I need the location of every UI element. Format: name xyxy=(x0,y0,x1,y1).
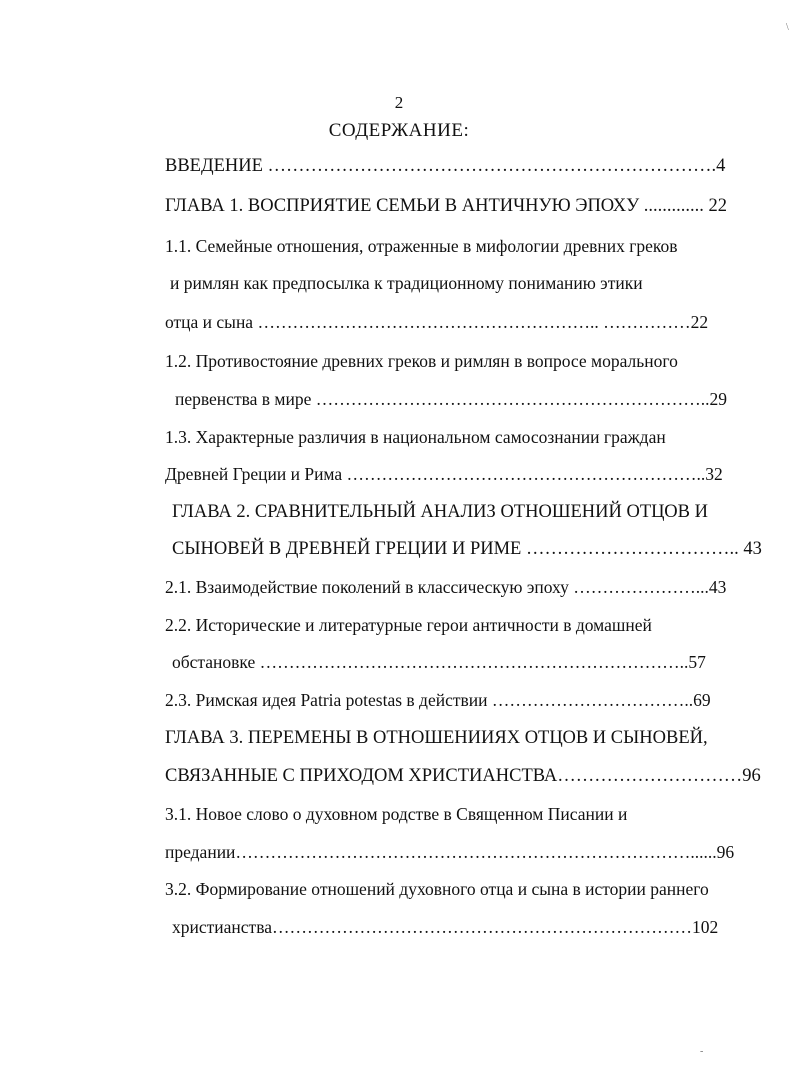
toc-entry-3-1-line-2: предании……………………………………………………………………......96 xyxy=(165,842,735,862)
toc-entry-3-1-line-1: 3.1. Новое слово о духовном родстве в Священном Писании и xyxy=(165,804,628,824)
toc-entry-1-3-line-1: 1.3. Характерные различия в национальном самосознании граждан xyxy=(165,427,666,447)
toc-entry-1-1-line-1: 1.1. Семейные отношения, отраженные в мифологии древних греков xyxy=(165,236,678,256)
page-number: 2 xyxy=(394,93,404,112)
toc-entry-3-2-line-1: 3.2. Формирование отношений духовного отца и сына в истории раннего xyxy=(165,879,709,899)
toc-entry-2-2-line-1: 2.2. Исторические и литературные герои античности в домашней xyxy=(165,615,652,635)
toc-entry-chapter-2-line-1: ГЛАВА 2. СРАВНИТЕЛЬНЫЙ АНАЛИЗ ОТНОШЕНИЙ ОТЦОВ И xyxy=(172,502,708,522)
toc-entry-2-2-line-2: обстановке ………………………………………………………………..57 xyxy=(172,652,706,672)
toc-entry-chapter-3-line-2: СВЯЗАННЫЕ С ПРИХОДОМ ХРИСТИАНСТВА…………………………96 xyxy=(165,766,761,786)
scan-artifact-mark: - xyxy=(700,1046,704,1057)
toc-entry-3-2-line-2: христианства………………………………………………………………102 xyxy=(172,917,719,937)
toc-entry-1-1-line-3: отца и сына ………………………………………………….. ……………22 xyxy=(165,312,709,332)
toc-entry-chapter-2-line-2: СЫНОВЕЙ В ДРЕВНЕЙ ГРЕЦИИ И РИМЕ …………………………….. 43 xyxy=(172,539,762,559)
toc-entry-1-2-line-1: 1.2. Противостояние древних греков и римлян в вопросе морального xyxy=(165,351,678,371)
scan-artifact-mark: \ xyxy=(786,22,789,33)
toc-entry-chapter-1: ГЛАВА 1. ВОСПРИЯТИЕ СЕМЬИ В АНТИЧНУЮ ЭПОХУ ............. 22 xyxy=(165,196,728,216)
page-title: СОДЕРЖАНИЕ: xyxy=(328,120,470,141)
toc-entry-2-3: 2.3. Римская идея Patria potestas в действии ……………………………..69 xyxy=(165,690,711,710)
toc-entry-2-1: 2.1. Взаимодействие поколений в классическую эпоху …………………...43 xyxy=(165,577,727,597)
toc-entry-1-2-line-2: первенства в мире …………………………………………………………..29 xyxy=(175,389,727,409)
toc-entry-chapter-3-line-1: ГЛАВА 3. ПЕРЕМЕНЫ В ОТНОШЕНИИЯХ ОТЦОВ И СЫНОВЕЙ, xyxy=(165,728,708,748)
toc-entry-1-3-line-2: Древней Греции и Рима ……………………………………………………..32 xyxy=(165,464,723,484)
toc-entry-1-1-line-2: и римлян как предпосылка к традиционному пониманию этики xyxy=(170,273,643,293)
toc-entry-introduction: ВВЕДЕНИЕ ……………………………………………………………….4 xyxy=(165,156,726,176)
